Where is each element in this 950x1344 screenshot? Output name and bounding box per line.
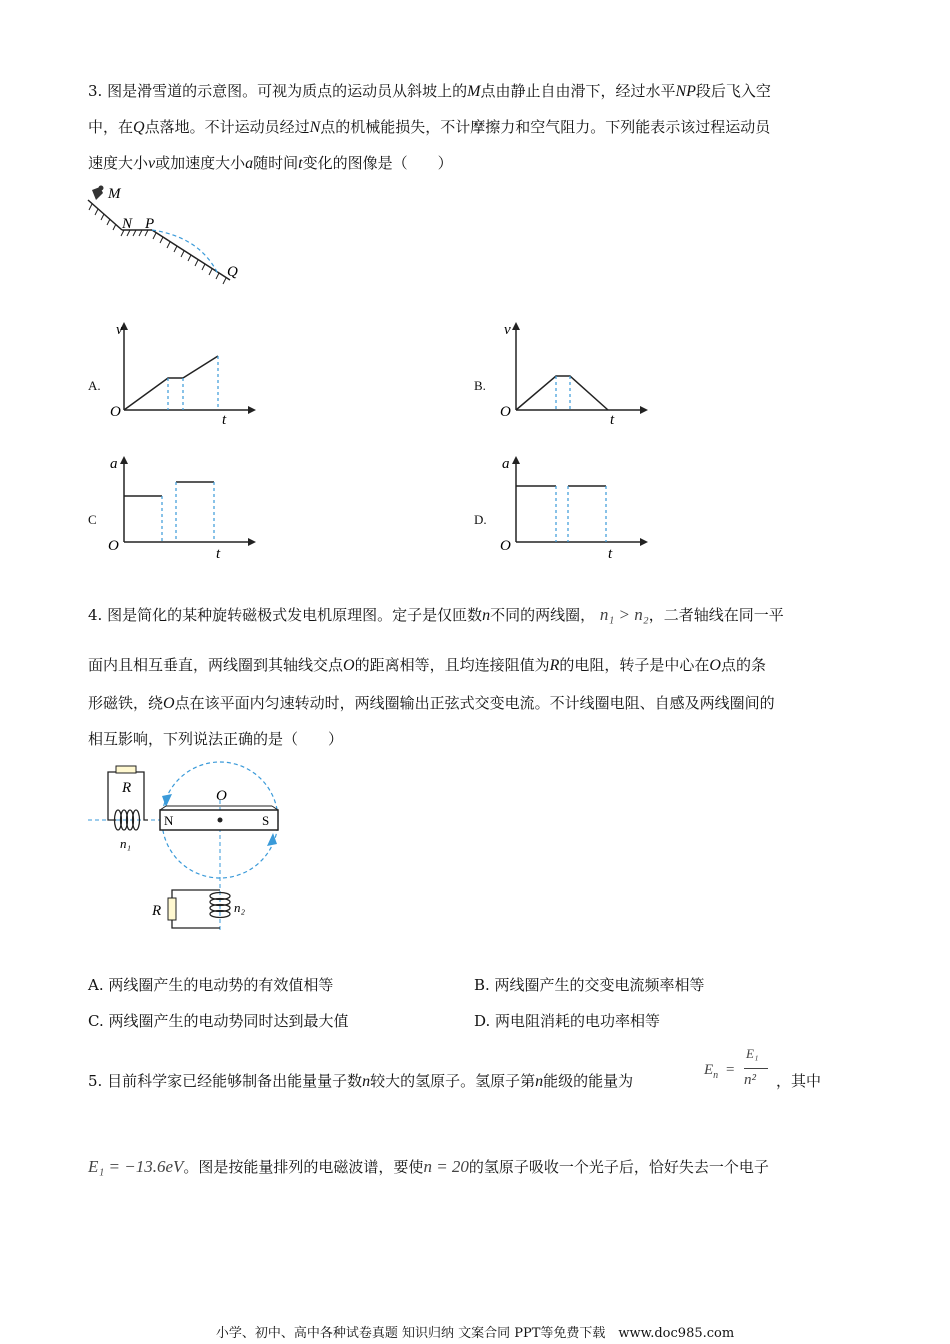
q4-option-d[interactable]: D. 两电阻消耗的电功率相等 [474,1012,661,1030]
q5-line-2: E₁ = −13.6eV。图是按能量排列的电磁波谱，要使n = 20的氢原子吸收一个光子后，恰好失去一个电子 [88,1157,769,1176]
resistor-2-label: R [152,903,162,919]
coil-n2-label: n₂ [234,900,246,915]
origin-label: O [110,404,121,420]
q3-line-1: 3. 图是滑雪道的示意图。可视为质点的运动员从斜坡上的M点由静止自由滑下，经过水平NP段后飞入空 [88,82,771,100]
q4-line-2: 面内且相互垂直，两线圈到其轴线交点O的距离相等，且均连接阻值为R的电阻，转子是中心在O点的条 [88,656,766,674]
q5-line-1: 5. 目前科学家已经能够制备出能量量子数n较大的氢原子。氢原子第n能级的能量为 [88,1072,634,1090]
magnet-s-label: S [262,813,270,828]
q4-option-c[interactable]: C. 两线圈产生的电动势同时达到最大值 [88,1012,349,1030]
q4-line-4: 相互影响，下列说法正确的是（ ） [88,730,344,748]
n-equals-20: n = 20 [423,1157,469,1176]
resistor-2 [168,898,176,920]
label-Q: Q [227,264,238,280]
axis-label: v [116,322,123,338]
generator-diagram [86,760,286,940]
axis-label: a [502,456,510,472]
q5-line-1-end: ，其中 [776,1072,822,1090]
axis-label: t [608,546,613,562]
origin-label: O [500,404,511,420]
coil-n1-label: n₁ [120,836,132,851]
q3-option-c-label[interactable]: C [88,512,97,527]
q3-option-b-label[interactable]: B. [474,378,486,393]
q3-option-d-graph[interactable] [500,452,650,562]
coil-n2 [172,890,230,928]
q4-line-1: 4. 图是简化的某种旋转磁极式发电机原理图。定子是仅匝数n不同的两线圈， n₁ > n₂，二者轴线在同一平 [88,605,784,624]
center-o-label: O [216,788,227,804]
label-P: P [145,216,155,232]
axis-label: t [222,412,227,428]
q4-option-b[interactable]: B. 两线圈产生的交变电流频率相等 [474,976,705,994]
axis-label: t [610,412,615,428]
q4-line-3: 形磁铁，绕O点在该平面内匀速转动时，两线圈输出正弦式交变电流。不计线圈电阻、自感及两线圈间的 [88,694,775,712]
ski-slope-figure [82,182,252,294]
axis-label: v [504,322,511,338]
e1-value: E₁ = −13.6eV [88,1157,184,1176]
q3-option-b-graph[interactable] [500,318,650,428]
axis-label: t [216,546,221,562]
magnet-n-label: N [164,813,174,828]
footer-text[interactable]: 小学、初中、高中各种试卷真题 知识归纳 文案合同 PPT等免费下载 www.doc985.com [215,1326,735,1341]
resistor-1-label: R [122,780,132,796]
energy-formula: $E_n$ = E₁ n² [704,1046,772,1098]
label-M: M [108,186,121,202]
origin-label: O [108,538,119,554]
q3-line-2: 中，在Q点落地。不计运动员经过N点的机械能损失，不计摩擦力和空气阻力。下列能表示该过程运动员 [88,118,771,136]
resistor-1 [116,766,136,773]
q3-option-c-graph[interactable] [108,452,258,562]
label-N: N [122,216,133,232]
q3-option-a-label[interactable]: A. [88,378,101,393]
q4-option-a[interactable]: A. 两线圈产生的电动势的有效值相等 [88,976,334,994]
axis-label: a [110,456,118,472]
q3-option-d-label[interactable]: D. [474,512,487,527]
n1-gt-n2: n₁ > n₂ [599,605,649,624]
skier-icon [92,186,104,201]
q3-line-3: 速度大小v或加速度大小a随时间t变化的图像是（ ） [88,154,453,172]
origin-label: O [500,538,511,554]
q3-option-a-graph[interactable] [108,318,258,428]
